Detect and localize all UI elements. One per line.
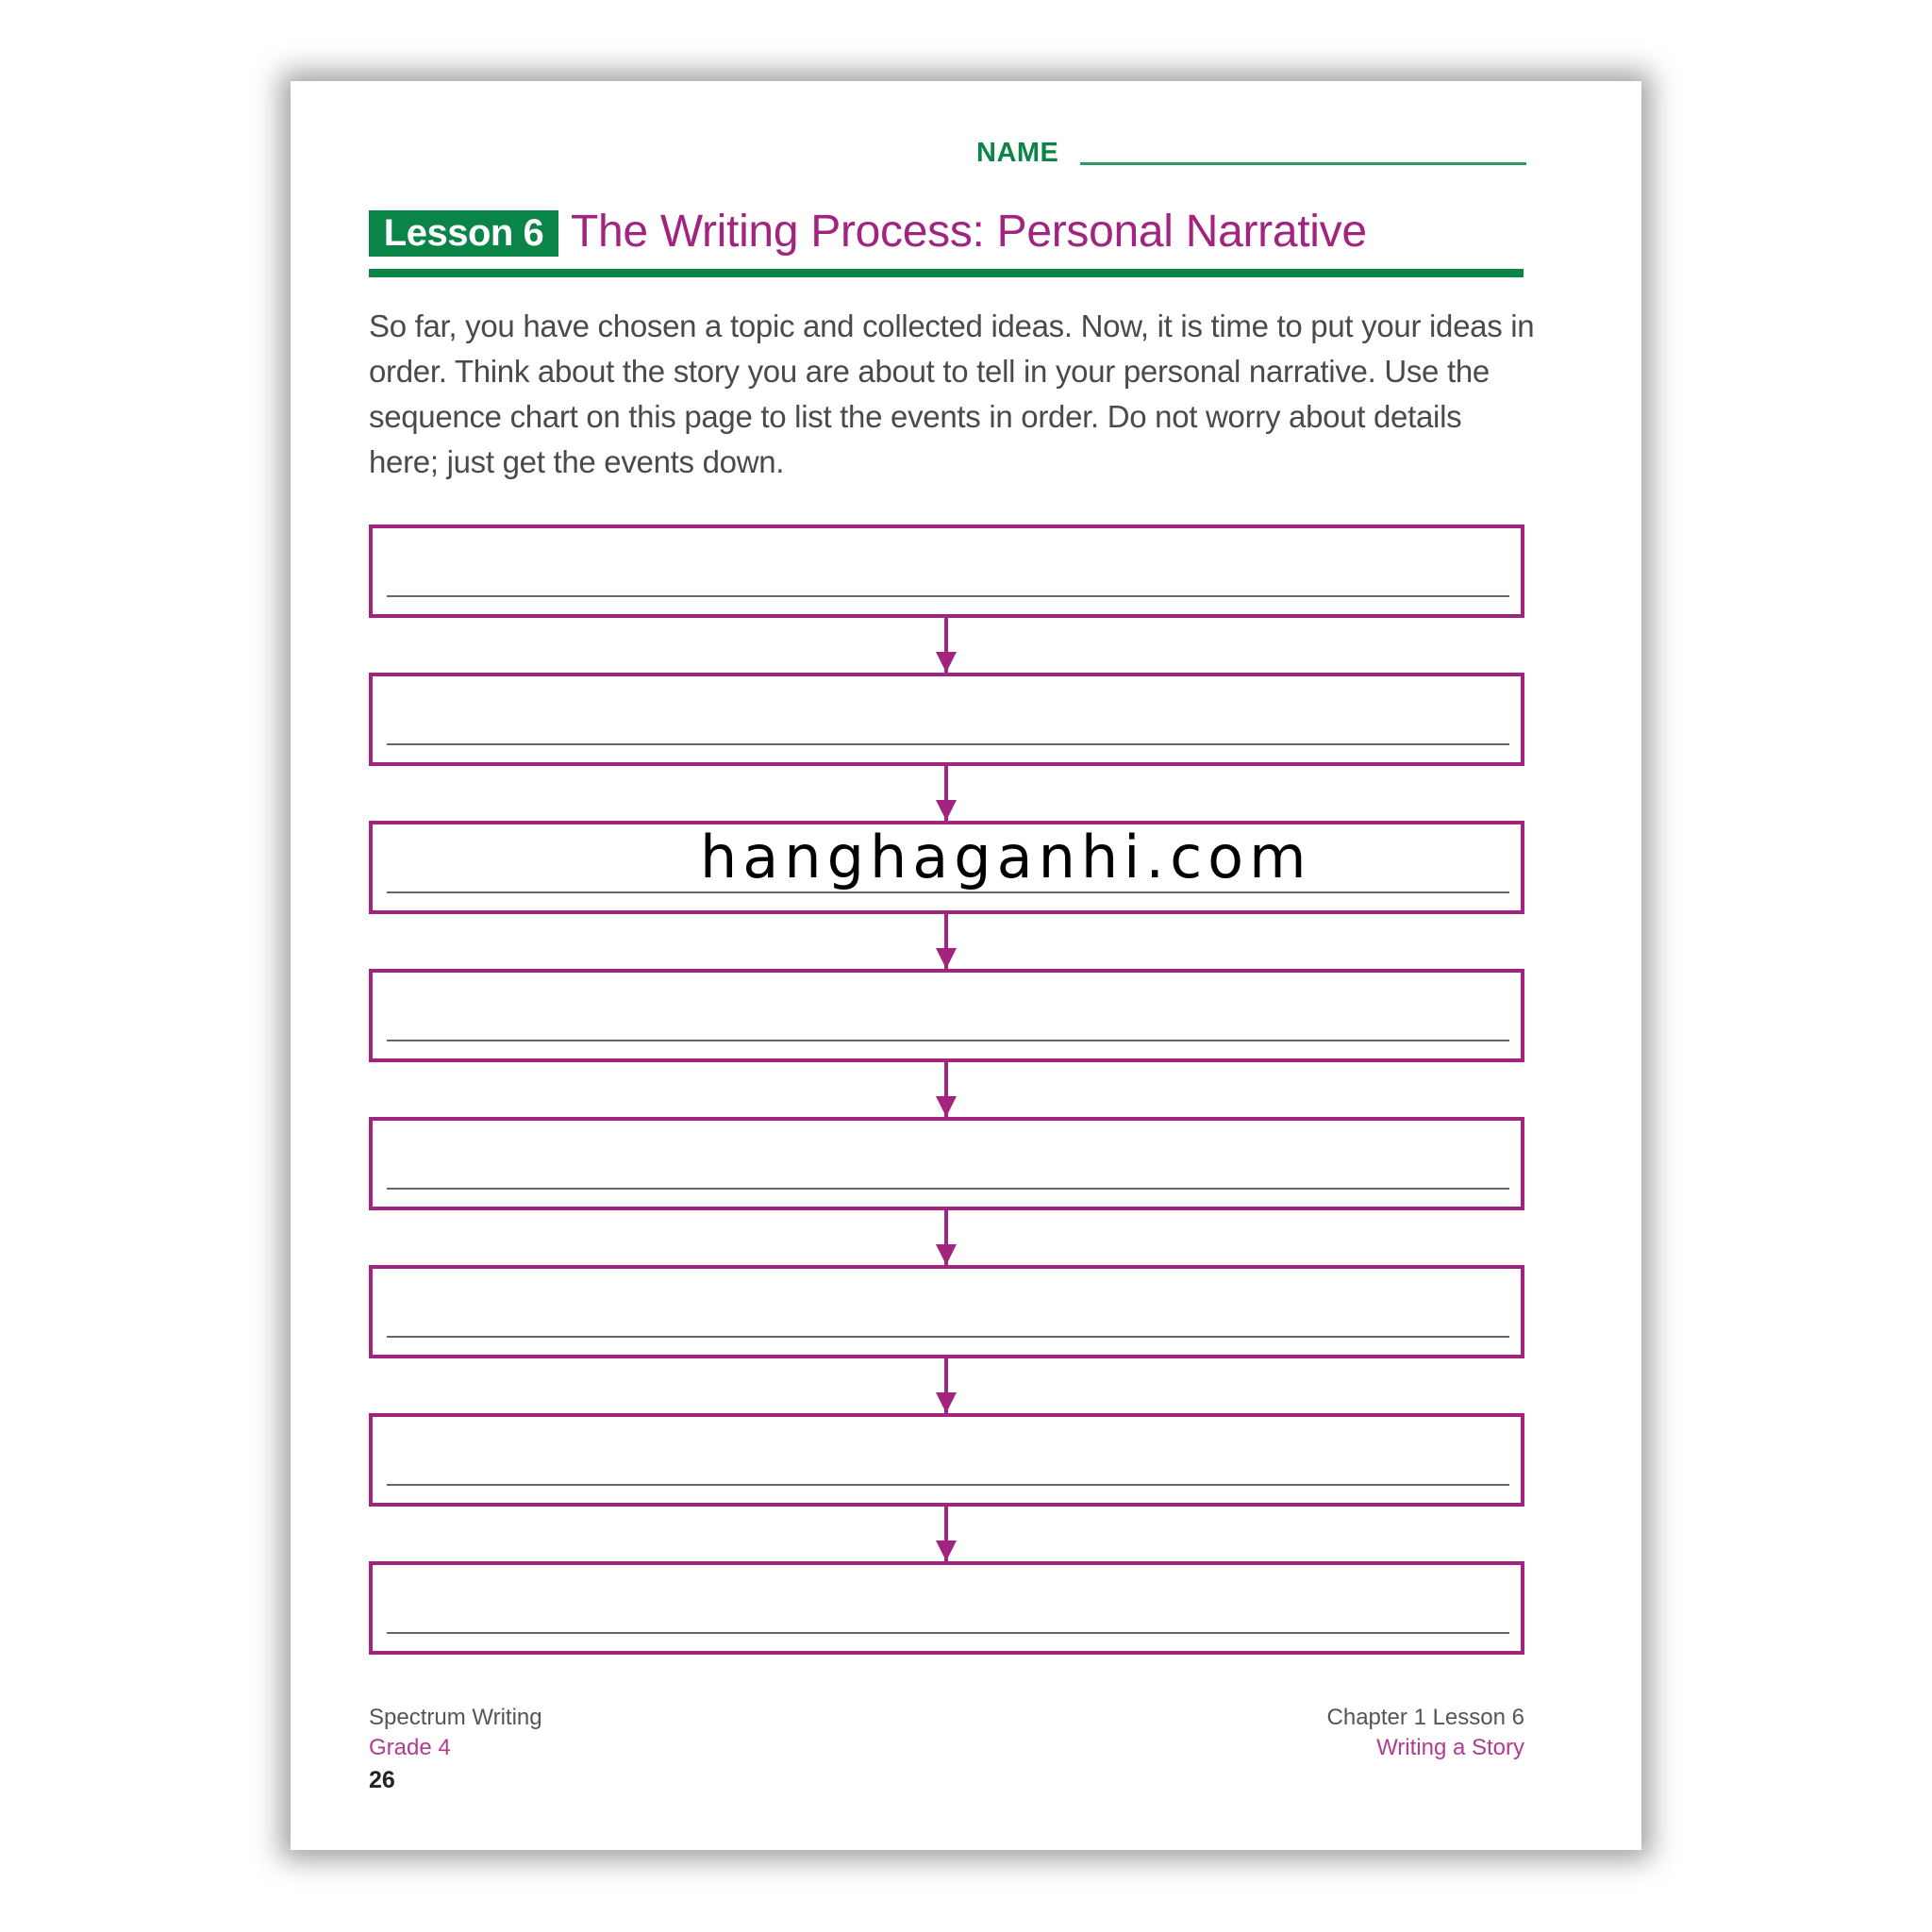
lesson-badge: Lesson 6	[369, 210, 558, 257]
arrowhead-icon	[936, 1096, 957, 1117]
writing-line[interactable]	[387, 1336, 1509, 1338]
down-arrow-icon	[944, 1062, 948, 1117]
name-field[interactable]	[1080, 162, 1526, 165]
arrowhead-icon	[936, 1244, 957, 1265]
footer-section: Writing a Story	[1376, 1735, 1524, 1760]
footer-grade: Grade 4	[369, 1735, 451, 1760]
writing-line[interactable]	[387, 891, 1509, 893]
arrowhead-icon	[936, 800, 957, 821]
event-box[interactable]	[369, 525, 1524, 618]
lesson-title: The Writing Process: Personal Narrative	[571, 207, 1367, 257]
arrowhead-icon	[936, 948, 957, 969]
writing-line[interactable]	[387, 1484, 1509, 1486]
footer-book-title: Spectrum Writing	[369, 1705, 542, 1730]
footer-chapter: Chapter 1 Lesson 6	[1326, 1705, 1524, 1730]
event-box[interactable]	[369, 1265, 1524, 1358]
name-label: NAME	[976, 138, 1059, 168]
down-arrow-icon	[944, 618, 948, 673]
down-arrow-icon	[944, 914, 948, 969]
intro-paragraph: So far, you have chosen a topic and collected ideas. Now, it is time to put your ideas in order. Think about the story you are about to tell in your personal narrative. Use the sequence chart on this page to list the events in order. Do not worry about details here; just get the events down.	[369, 308, 1535, 479]
writing-line[interactable]	[387, 1040, 1509, 1041]
writing-line[interactable]	[387, 1632, 1509, 1634]
down-arrow-icon	[944, 766, 948, 821]
arrowhead-icon	[936, 1541, 957, 1561]
event-box[interactable]	[369, 1561, 1524, 1655]
writing-line[interactable]	[387, 743, 1509, 745]
arrowhead-icon	[936, 652, 957, 673]
event-box[interactable]	[369, 1117, 1524, 1210]
event-box[interactable]	[369, 673, 1524, 766]
down-arrow-icon	[944, 1507, 948, 1561]
writing-line[interactable]	[387, 1188, 1509, 1190]
arrowhead-icon	[936, 1392, 957, 1413]
down-arrow-icon	[944, 1358, 948, 1413]
page-number: 26	[369, 1767, 395, 1793]
title-divider	[369, 269, 1524, 277]
writing-line[interactable]	[387, 595, 1509, 597]
watermark: hanghaganhi.com	[700, 823, 1312, 891]
down-arrow-icon	[944, 1210, 948, 1265]
event-box[interactable]	[369, 969, 1524, 1062]
event-box[interactable]	[369, 1413, 1524, 1507]
